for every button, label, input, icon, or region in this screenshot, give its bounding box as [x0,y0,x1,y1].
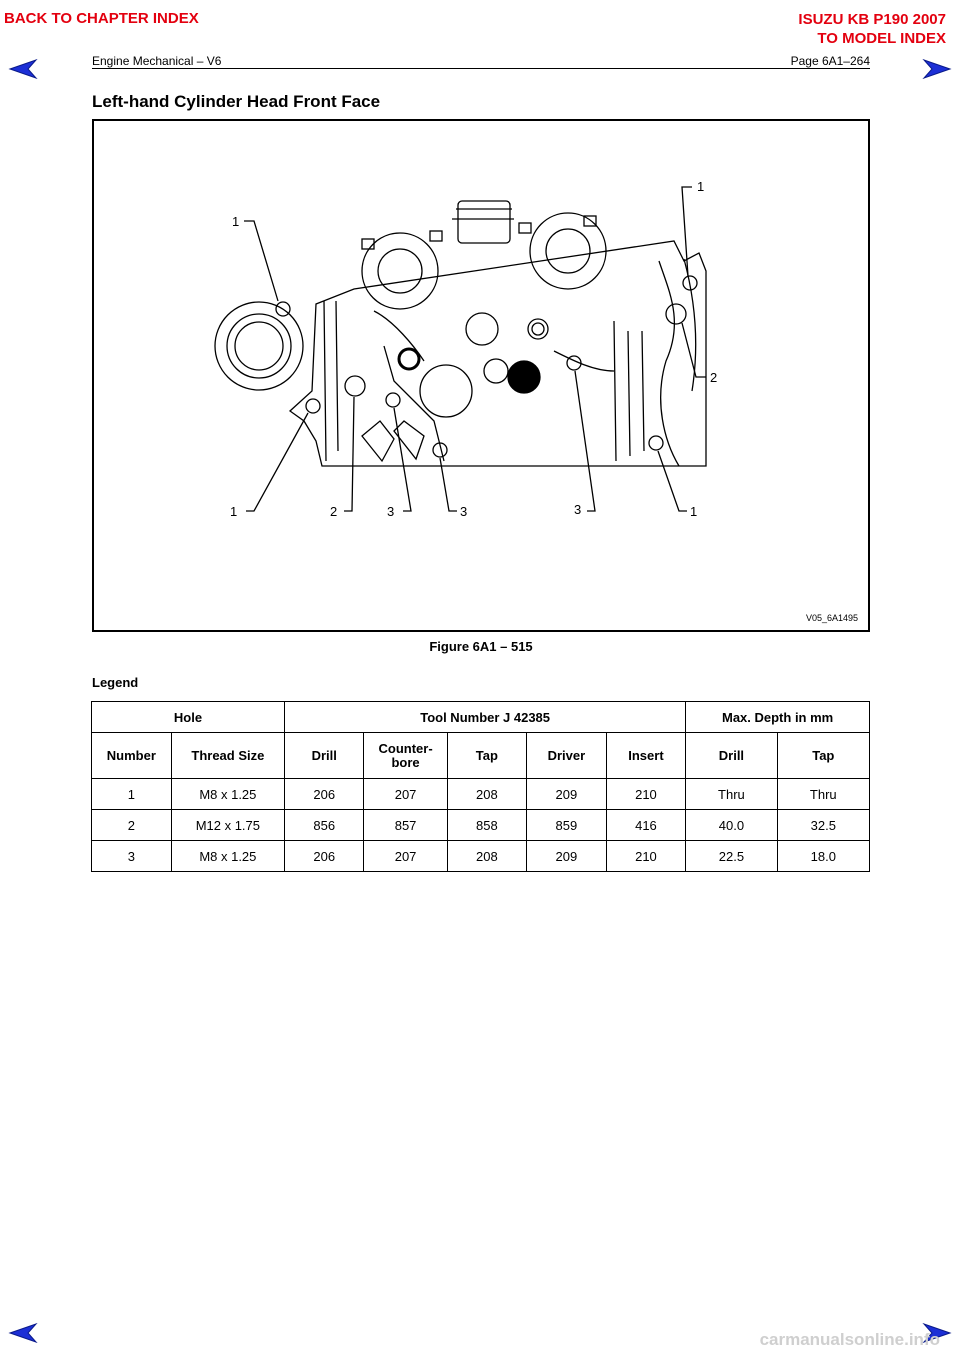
table-cell: 857 [364,810,447,841]
table-cell: 32.5 [777,810,869,841]
table-cell: 40.0 [686,810,777,841]
table-cell: 858 [447,810,526,841]
table-row [92,810,870,841]
group-header-tool-number: Tool Number J 42385 [285,702,686,733]
left-boss-outer [215,302,303,390]
callout-label: 1 [690,504,698,519]
port-d [508,361,540,393]
watermark: carmanualsonline.info [759,1330,940,1349]
leader-2-right [682,323,706,377]
figure-caption: Figure 6A1 – 515 [429,639,533,654]
previous-page-arrow-icon[interactable] [8,58,38,80]
header-page-number: Page 6A1–264 [790,54,870,68]
table-cell: 859 [527,810,607,841]
column-header-drill: Drill [285,733,364,779]
table-cell: 18.0 [777,841,869,872]
callout-label: 1 [697,179,705,194]
next-page-arrow-icon[interactable] [922,58,952,80]
hole-1-left-lower [306,399,320,413]
table-cell: 209 [527,779,607,810]
table-cell: 208 [447,779,526,810]
table-cell: M8 x 1.25 [171,779,284,810]
callout-label: 2 [710,370,718,385]
group-header-hole: Hole [92,702,285,733]
table-cell: 209 [527,841,607,872]
top-cap [458,201,510,243]
hole-2-right [666,304,686,324]
column-header-insert: Insert [606,733,686,779]
leader-1-top-left [244,221,278,301]
model-title-link[interactable]: ISUZU KB P190 2007 [798,11,946,28]
leader-1-left-lower [246,413,308,511]
section-title: Left-hand Cylinder Head Front Face [92,92,381,111]
table-row [92,841,870,872]
leader-3-c [575,371,595,511]
header-divider [92,68,870,69]
port-b [528,319,548,339]
legend-heading: Legend [92,675,139,690]
table-cell: M12 x 1.75 [171,810,284,841]
table-cell: 206 [285,779,364,810]
group-header-max-depth: Max. Depth in mm [686,702,870,733]
table-row [92,779,870,810]
table-cell: 416 [606,810,686,841]
previous-page-arrow-icon[interactable] [8,1322,38,1344]
column-header-driver: Driver [527,733,607,779]
callout-label: 3 [574,502,582,517]
left-boss-inner [227,314,291,378]
table-cell: 22.5 [686,841,777,872]
back-to-chapter-index-link[interactable]: BACK TO CHAPTER INDEX [4,10,199,27]
image-code: V05_6A1495 [805,613,858,623]
header-section-name: Engine Mechanical – V6 [92,54,222,68]
table-cell: 1 [92,779,172,810]
hole-3-a [386,393,400,407]
column-header-depth-drill: Drill [686,733,777,779]
callout-label: 1 [230,504,238,519]
column-header-depth-tap: Tap [777,733,869,779]
hole-2-left [345,376,365,396]
table-cell: 207 [364,779,447,810]
port-c [420,365,472,417]
to-model-index-link[interactable]: TO MODEL INDEX [817,30,946,47]
hole-1-right-lower [649,436,663,450]
leader-2-left [344,397,354,511]
callout-label: 1 [232,214,240,229]
table-cell: 206 [285,841,364,872]
table-cell: 210 [606,841,686,872]
leader-3-a [394,408,411,511]
legend-table [91,701,870,872]
leader-1-top-right [682,187,692,276]
table-cell: 2 [92,810,172,841]
table-cell: Thru [777,779,869,810]
cylinder-head-figure [92,119,870,632]
table-cell: Thru [686,779,777,810]
callout-label: 3 [387,504,395,519]
callout-label: 3 [460,504,468,519]
cylinder-head-drawing [94,121,868,630]
callout-label: 2 [330,504,338,519]
table-cell: 207 [364,841,447,872]
table-cell: 210 [606,779,686,810]
column-header-tap: Tap [447,733,526,779]
column-header-thread-size: Thread Size [171,733,284,779]
table-cell: M8 x 1.25 [171,841,284,872]
port-a [466,313,498,345]
column-header-number: Number [92,733,172,779]
table-cell: 3 [92,841,172,872]
table-cell: 208 [447,841,526,872]
cam-bore-right [530,213,606,289]
leader-1-right-lower [658,451,687,511]
column-header-counter-bore: Counter-bore [364,733,447,779]
table-cell: 856 [285,810,364,841]
